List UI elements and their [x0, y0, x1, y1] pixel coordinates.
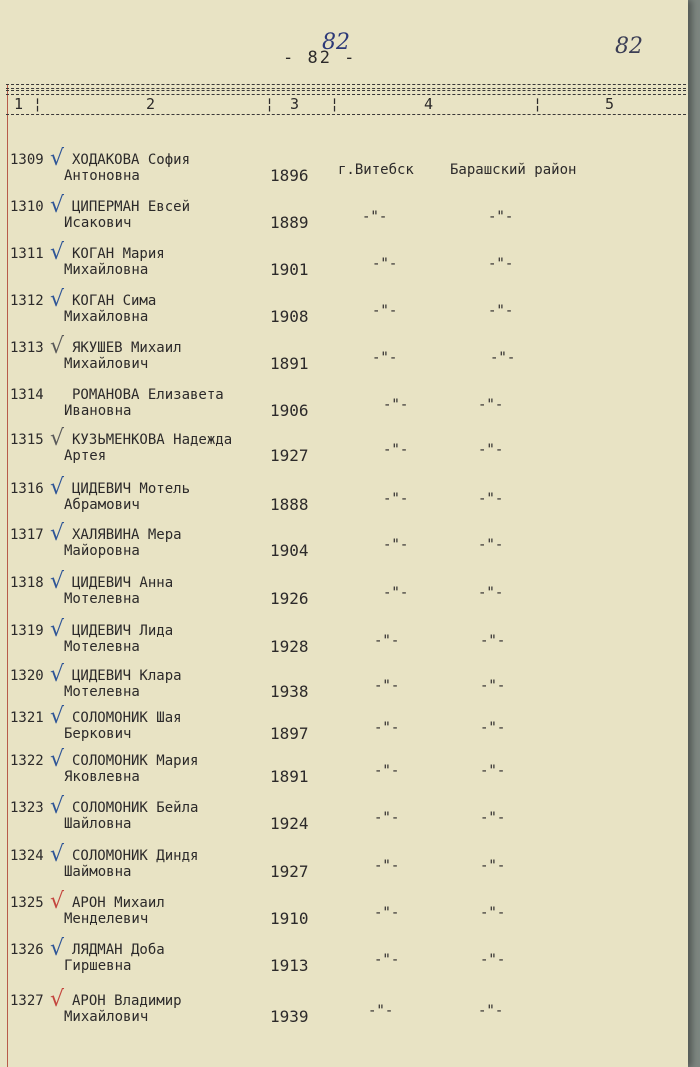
record-patronymic: Михайловна [64, 262, 149, 278]
record-city: -"- [383, 537, 409, 553]
record-number: 1319 [10, 623, 44, 639]
record-surname-first-name: КОГАН Сима [72, 293, 157, 309]
record-city: -"- [374, 633, 400, 649]
check-mark-icon: √ [50, 704, 65, 729]
record-patronymic: Майоровна [64, 543, 140, 559]
record-district: -"- [480, 633, 506, 649]
record-city: -"- [372, 350, 398, 366]
record-row [0, 936, 688, 988]
record-birth-year: 1889 [270, 213, 309, 232]
record-city: -"- [383, 397, 409, 413]
header-ruler-bottom [6, 114, 686, 115]
record-number: 1327 [10, 993, 44, 1009]
record-surname-first-name: КУЗЬМЕНКОВА Надежда [72, 432, 233, 448]
record-row [0, 889, 688, 941]
record-city: -"- [374, 763, 400, 779]
check-mark-icon: √ [50, 287, 65, 312]
record-patronymic: Михайловна [64, 309, 149, 325]
record-district: Барашский район [450, 162, 577, 178]
record-patronymic: Беркович [64, 726, 132, 742]
record-district: -"- [478, 537, 504, 553]
check-mark-icon: √ [50, 842, 65, 867]
record-row [0, 521, 688, 573]
column-number-2: 2 [146, 95, 156, 113]
record-row [0, 334, 688, 386]
record-number: 1309 [10, 152, 44, 168]
check-mark-icon: √ [50, 794, 65, 819]
header-ruler-top [6, 84, 686, 89]
record-district: -"- [480, 678, 506, 694]
record-district: -"- [478, 1003, 504, 1019]
record-birth-year: 1913 [270, 956, 309, 975]
record-birth-year: 1891 [270, 767, 309, 786]
record-district: -"- [480, 858, 506, 874]
record-surname-first-name: ЦИПЕРМАН Евсей [72, 199, 191, 215]
record-row [0, 987, 688, 1039]
check-mark-icon: √ [50, 936, 65, 961]
record-number: 1314 [10, 387, 44, 403]
record-city: -"- [383, 442, 409, 458]
record-surname-first-name: СОЛОМОНИК Шая [72, 710, 182, 726]
record-birth-year: 1908 [270, 307, 309, 326]
record-city: -"- [362, 209, 388, 225]
record-birth-year: 1904 [270, 541, 309, 560]
record-number: 1321 [10, 710, 44, 726]
record-patronymic: Абрамович [64, 497, 140, 513]
column-separator: ¦ [265, 95, 275, 113]
record-surname-first-name: КОГАН Мария [72, 246, 165, 262]
record-number: 1316 [10, 481, 44, 497]
record-city: -"- [374, 952, 400, 968]
column-separator: ¦ [33, 95, 43, 113]
record-surname-first-name: СОЛОМОНИК Мария [72, 753, 199, 769]
record-city: -"- [374, 858, 400, 874]
record-number: 1315 [10, 432, 44, 448]
archive-folio-number: 82 [615, 34, 643, 59]
record-number: 1311 [10, 246, 44, 262]
record-row [0, 240, 688, 292]
record-number: 1326 [10, 942, 44, 958]
record-number: 1312 [10, 293, 44, 309]
record-patronymic: Мотелевна [64, 684, 140, 700]
column-number-3: 3 [290, 95, 300, 113]
record-birth-year: 1888 [270, 495, 309, 514]
check-mark-icon: √ [50, 240, 65, 265]
record-birth-year: 1926 [270, 589, 309, 608]
record-district: -"- [480, 810, 506, 826]
record-patronymic: Шаймовна [64, 864, 132, 880]
check-mark-icon: √ [50, 475, 65, 500]
record-number: 1313 [10, 340, 44, 356]
record-patronymic: Михайлович [64, 356, 149, 372]
check-mark-icon: √ [50, 426, 65, 451]
record-district: -"- [478, 585, 504, 601]
check-mark-icon: √ [50, 987, 65, 1012]
record-number: 1320 [10, 668, 44, 684]
record-district: -"- [478, 491, 504, 507]
check-mark-icon: √ [50, 662, 65, 687]
record-row [0, 704, 688, 756]
record-surname-first-name: ЯКУШЕВ Михаил [72, 340, 182, 356]
record-patronymic: Михайлович [64, 1009, 149, 1025]
record-district: -"- [478, 397, 504, 413]
record-district: -"- [488, 256, 514, 272]
record-district: -"- [488, 303, 514, 319]
record-row [0, 426, 688, 478]
record-row [0, 387, 688, 433]
record-patronymic: Шайловна [64, 816, 132, 832]
column-number-4: 4 [424, 95, 434, 113]
record-birth-year: 1901 [270, 260, 309, 279]
column-separator: ¦ [533, 95, 543, 113]
record-birth-year: 1891 [270, 354, 309, 373]
record-birth-year: 1924 [270, 814, 309, 833]
record-patronymic: Антоновна [64, 168, 140, 184]
record-city: -"- [368, 1003, 394, 1019]
column-number-5: 5 [605, 95, 615, 113]
record-number: 1317 [10, 527, 44, 543]
record-number: 1324 [10, 848, 44, 864]
record-surname-first-name: ЦИДЕВИЧ Мотель [72, 481, 191, 497]
check-mark-icon: √ [50, 146, 65, 171]
record-surname-first-name: ЦИДЕВИЧ Анна [72, 575, 174, 591]
record-district: -"- [480, 905, 506, 921]
record-patronymic: Исакович [64, 215, 132, 231]
record-city: -"- [372, 256, 398, 272]
record-row [0, 617, 688, 669]
record-surname-first-name: СОЛОМОНИК Диндя [72, 848, 199, 864]
record-number: 1310 [10, 199, 44, 215]
record-city: -"- [383, 585, 409, 601]
record-city: -"- [374, 678, 400, 694]
record-patronymic: Гиршевна [64, 958, 132, 974]
check-mark-icon: √ [50, 193, 65, 218]
record-number: 1322 [10, 753, 44, 769]
record-patronymic: Артея [64, 448, 107, 464]
record-birth-year: 1939 [270, 1007, 309, 1026]
record-city: -"- [383, 491, 409, 507]
record-row [0, 146, 688, 198]
record-surname-first-name: АРОН Михаил [72, 895, 165, 911]
record-row [0, 662, 688, 714]
record-number: 1325 [10, 895, 44, 911]
record-surname-first-name: ЦИДЕВИЧ Клара [72, 668, 182, 684]
check-mark-icon: √ [50, 521, 65, 546]
record-surname-first-name: ХОДАКОВА София [72, 152, 191, 168]
record-row [0, 747, 688, 799]
record-district: -"- [490, 350, 516, 366]
record-birth-year: 1906 [270, 401, 309, 420]
record-surname-first-name: СОЛОМОНИК Бейла [72, 800, 199, 816]
record-row [0, 569, 688, 621]
record-district: -"- [480, 720, 506, 736]
typed-page-number: - 82 - [283, 48, 357, 68]
record-surname-first-name: ЛЯДМАН Доба [72, 942, 165, 958]
record-surname-first-name: АРОН Владимир [72, 993, 182, 1009]
record-district: -"- [488, 209, 514, 225]
record-city: -"- [372, 303, 398, 319]
record-birth-year: 1927 [270, 446, 309, 465]
record-patronymic: Яковлевна [64, 769, 140, 785]
record-birth-year: 1896 [270, 166, 309, 185]
record-row [0, 794, 688, 846]
record-city: -"- [374, 720, 400, 736]
record-patronymic: Мотелевна [64, 591, 140, 607]
record-number: 1318 [10, 575, 44, 591]
record-row [0, 842, 688, 894]
record-row [0, 475, 688, 527]
column-number-1: 1 [14, 95, 24, 113]
record-birth-year: 1897 [270, 724, 309, 743]
record-city: -"- [374, 905, 400, 921]
record-district: -"- [480, 763, 506, 779]
record-number: 1323 [10, 800, 44, 816]
record-district: -"- [480, 952, 506, 968]
record-row [0, 193, 688, 245]
record-surname-first-name: ЦИДЕВИЧ Лида [72, 623, 174, 639]
column-separator: ¦ [330, 95, 340, 113]
record-birth-year: 1928 [270, 637, 309, 656]
check-mark-icon: √ [50, 334, 65, 359]
handwritten-page-number: 82 [322, 30, 350, 55]
record-birth-year: 1910 [270, 909, 309, 928]
check-mark-icon: √ [50, 569, 65, 594]
record-birth-year: 1927 [270, 862, 309, 881]
record-district: -"- [478, 442, 504, 458]
check-mark-icon: √ [50, 889, 65, 914]
check-mark-icon: √ [50, 617, 65, 642]
record-city: -"- [374, 810, 400, 826]
record-patronymic: Мотелевна [64, 639, 140, 655]
record-patronymic: Ивановна [64, 403, 132, 419]
check-mark-icon: √ [50, 747, 65, 772]
record-surname-first-name: ХАЛЯВИНА Мера [72, 527, 182, 543]
header-ruler-second [6, 90, 686, 95]
record-birth-year: 1938 [270, 682, 309, 701]
record-row [0, 287, 688, 339]
record-surname-first-name: РОМАНОВА Елизавета [72, 387, 224, 403]
record-city: г.Витебск [338, 162, 414, 178]
record-patronymic: Менделевич [64, 911, 149, 927]
